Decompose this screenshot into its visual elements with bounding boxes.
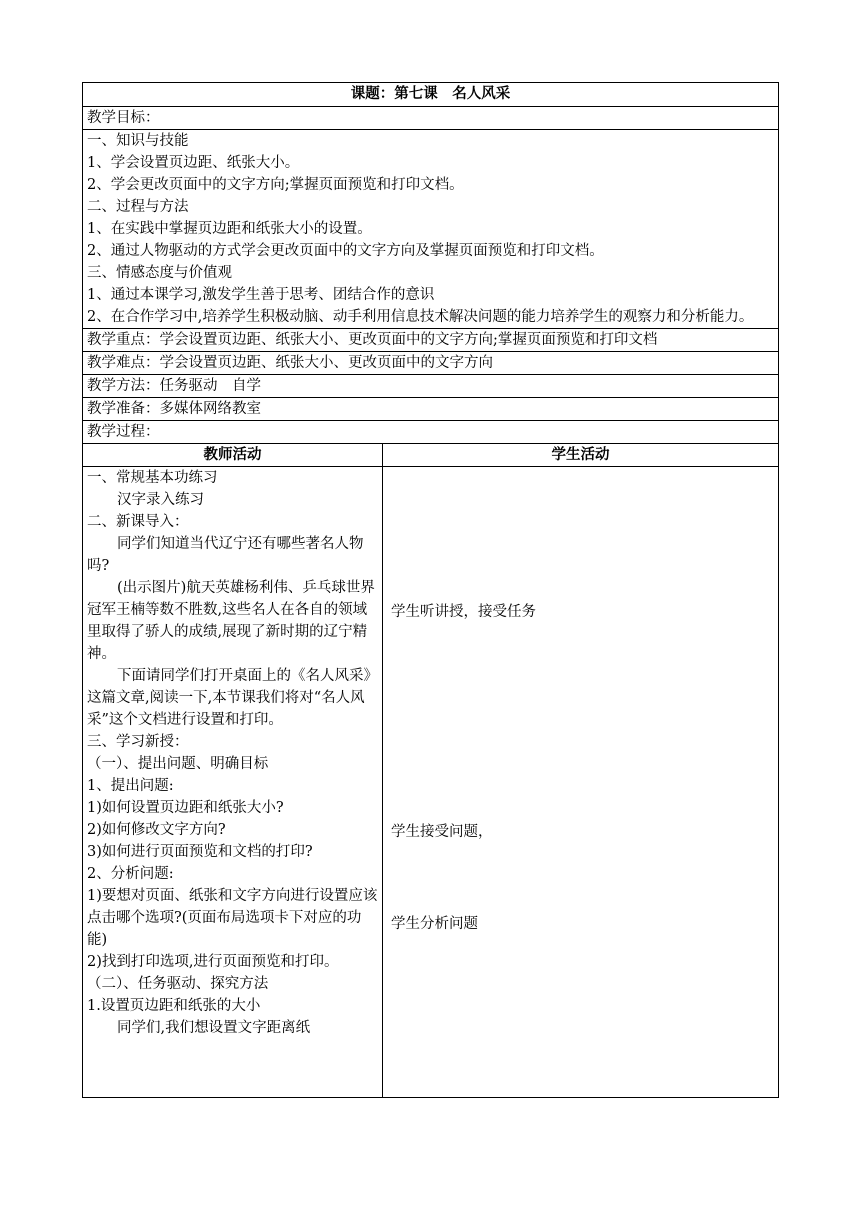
lesson-title: 课题：第七课 名人风采 — [83, 83, 779, 107]
teacher-line: （二）、任务驱动、探究方法 — [87, 976, 269, 992]
teacher-activity-header: 教师活动 — [83, 444, 383, 467]
teacher-line: 2、分析问题: — [87, 866, 174, 882]
teacher-line: 下面请同学们打开桌面上的《名人风采》这篇文章,阅读一下,本节课我们将对“名人风采”这个文档进行设置和打印。 — [87, 668, 378, 728]
objective-line: 1、在实践中掌握页边距和纸张大小的设置。 — [87, 221, 372, 237]
objective-line: 一、知识与技能 — [87, 133, 189, 149]
objective-line: 2、学会更改页面中的文字方向;掌握页面预览和打印文档。 — [87, 177, 464, 193]
teacher-line: 2)找到打印选项,进行页面预览和打印。 — [87, 954, 339, 970]
teacher-line: 3)如何进行页面预览和文档的打印? — [87, 844, 313, 860]
key-points: 教学重点：学会设置页边距、纸张大小、更改页面中的文字方向;掌握页面预览和打印文档 — [83, 329, 779, 352]
teacher-line: （一）、提出问题、明确目标 — [87, 756, 269, 772]
student-activity-cell — [383, 467, 779, 1098]
teacher-line: 同学们知道当代辽宁还有哪些著名人物吗? — [87, 536, 364, 574]
teacher-line: 1)要想对页面、纸张和文字方向进行设置应该点击哪个选项?(页面布局选项卡下对应的功能) — [87, 888, 378, 948]
teacher-line: 1、提出问题: — [87, 778, 174, 794]
objective-line: 2、在合作学习中,培养学生积极动脑、动手利用信息技术解决问题的能力培养学生的观察力和分析能力。 — [87, 309, 754, 325]
teaching-method: 教学方法：任务驱动 自学 — [83, 375, 779, 398]
lesson-plan-table — [82, 82, 779, 1098]
teacher-line: (出示图片)航天英雄杨利伟、乒乓球世界冠军王楠等数不胜数,这些名人在各自的领域里取得了骄人的成绩,展现了新时期的辽宁精神。 — [87, 580, 375, 662]
process-label: 教学过程： — [83, 421, 779, 444]
lesson-plan-page — [82, 82, 778, 1098]
student-note: 学生接受问题， — [391, 824, 493, 840]
student-activity-header: 学生活动 — [383, 444, 779, 467]
teacher-line: 同学们,我们想设置文字距离纸 — [117, 1020, 311, 1036]
teacher-line: 一、常规基本功练习 — [87, 470, 218, 486]
objectives-label: 教学目标： — [83, 107, 779, 130]
teacher-line: 汉字录入练习 — [117, 492, 204, 508]
objective-line: 二、过程与方法 — [87, 199, 189, 215]
teacher-line: 二、新课导入： — [87, 514, 189, 530]
objectives-content — [83, 130, 779, 329]
objective-line: 1、通过本课学习,激发学生善于思考、团结合作的意识 — [87, 287, 435, 303]
objective-line: 1、学会设置页边距、纸张大小。 — [87, 155, 300, 171]
teacher-line: 1)如何设置页边距和纸张大小? — [87, 800, 284, 816]
teacher-line: 2)如何修改文字方向? — [87, 822, 226, 838]
objective-line: 2、通过人物驱动的方式学会更改页面中的文字方向及掌握页面预览和打印文档。 — [87, 243, 604, 259]
student-note: 学生听讲授，接受任务 — [391, 604, 536, 620]
difficulties: 教学难点：学会设置页边距、纸张大小、更改页面中的文字方向 — [83, 352, 779, 375]
student-note: 学生分析问题 — [391, 916, 478, 932]
objective-line: 三、情感态度与价值观 — [87, 265, 232, 281]
teaching-preparation: 教学准备：多媒体网络教室 — [83, 398, 779, 421]
teacher-line: 三、学习新授： — [87, 734, 189, 750]
teacher-line: 1.设置页边距和纸张的大小 — [87, 998, 261, 1014]
teacher-activity-cell — [83, 467, 383, 1098]
